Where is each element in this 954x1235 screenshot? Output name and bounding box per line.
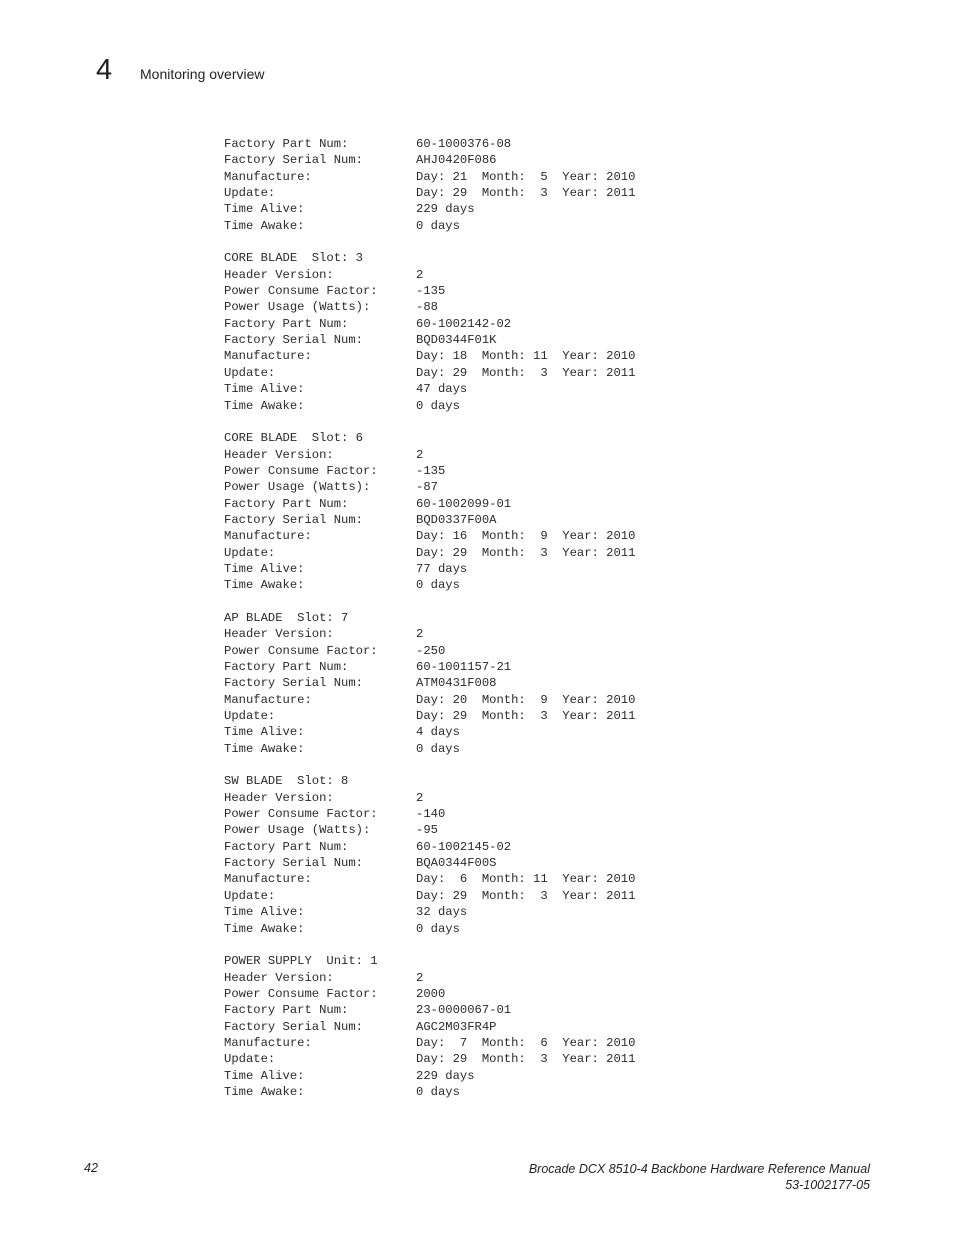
chapter-title: Monitoring overview (140, 66, 265, 82)
document-number: 53-1002177-05 (785, 1178, 870, 1192)
field-value: 60-1002145-02 (416, 839, 512, 854)
command-output-listing (224, 136, 635, 1100)
field-value: Day: 21 Month: 5 Year: 2010 (416, 169, 636, 184)
field-label: Power Consume Factor: (224, 463, 378, 478)
listing-row (224, 332, 635, 348)
listing-row (224, 316, 635, 332)
field-label: Power Consume Factor: (224, 284, 378, 299)
field-value: 2000 (416, 986, 446, 1001)
listing-row (224, 1051, 635, 1067)
field-value: 229 days (416, 202, 475, 217)
field-label: Time Awake: (224, 578, 305, 593)
field-value: 2 (416, 970, 424, 985)
listing-row (224, 822, 635, 838)
field-label: Update: (224, 709, 276, 724)
listing-row (224, 904, 635, 920)
listing-row (224, 479, 635, 495)
field-label: Time Awake: (224, 921, 305, 936)
listing-row (224, 267, 635, 283)
field-value: AHJ0420F086 (416, 153, 497, 168)
listing-row (224, 496, 635, 512)
field-label: Manufacture: (224, 872, 312, 887)
field-label: Power Usage (Watts): (224, 480, 371, 495)
field-label: Time Alive: (224, 1068, 305, 1083)
field-value: 0 days (416, 578, 460, 593)
listing-row (224, 986, 635, 1002)
field-value: -95 (416, 823, 438, 838)
blank-line (224, 594, 635, 610)
field-value: AGC2M03FR4P (416, 1019, 497, 1034)
section-title: SW BLADE Slot: 8 (224, 774, 349, 789)
field-label: Power Usage (Watts): (224, 823, 371, 838)
field-label: Factory Serial Num: (224, 856, 363, 871)
field-label: Update: (224, 888, 276, 903)
listing-row (224, 692, 635, 708)
field-label: Factory Part Num: (224, 137, 349, 151)
field-value: Day: 18 Month: 11 Year: 2010 (416, 349, 636, 364)
listing-row (224, 839, 635, 855)
listing-row (224, 741, 635, 757)
field-label: Header Version: (224, 447, 334, 462)
manual-title: Brocade DCX 8510-4 Backbone Hardware Reference Manual (528, 1162, 870, 1176)
field-value: 0 days (416, 1084, 460, 1099)
field-label: Time Alive: (224, 561, 305, 576)
listing-row (224, 185, 635, 201)
listing-row (224, 283, 635, 299)
field-value: Day: 29 Month: 3 Year: 2011 (416, 545, 636, 560)
listing-row (224, 218, 635, 234)
field-label: Update: (224, 365, 276, 380)
field-label: Factory Serial Num: (224, 153, 363, 168)
section-title: POWER SUPPLY Unit: 1 (224, 954, 378, 969)
field-value: Day: 29 Month: 3 Year: 2011 (416, 888, 636, 903)
field-value: 2 (416, 447, 424, 462)
field-value: Day: 6 Month: 11 Year: 2010 (416, 872, 636, 887)
field-label: Time Alive: (224, 905, 305, 920)
field-label: Time Alive: (224, 382, 305, 397)
listing-row (224, 790, 635, 806)
listing-row (224, 398, 635, 414)
listing-row (224, 806, 635, 822)
field-value: 60-1002142-02 (416, 316, 512, 331)
field-value: 77 days (416, 561, 468, 576)
field-label: Time Awake: (224, 741, 305, 756)
field-label: Update: (224, 186, 276, 201)
field-value: 229 days (416, 1068, 475, 1083)
listing-row (224, 1035, 635, 1051)
field-value: BQD0344F01K (416, 333, 497, 348)
blank-line (224, 234, 635, 250)
field-value: 60-1001157-21 (416, 660, 512, 674)
field-value: -135 (416, 463, 446, 478)
listing-row (224, 921, 635, 937)
field-label: Manufacture: (224, 349, 312, 364)
field-value: Day: 29 Month: 3 Year: 2011 (416, 186, 636, 201)
section-title: CORE BLADE Slot: 3 (224, 251, 363, 266)
field-label: Time Awake: (224, 1084, 305, 1099)
field-label: Time Alive: (224, 725, 305, 740)
field-label: Power Consume Factor: (224, 807, 378, 822)
field-label: Power Consume Factor: (224, 986, 378, 1001)
blank-line (224, 414, 635, 430)
field-label: Factory Part Num: (224, 496, 349, 511)
field-value: 2 (416, 627, 424, 642)
field-label: Header Version: (224, 790, 334, 805)
field-label: Factory Part Num: (224, 660, 349, 674)
listing-row (224, 463, 635, 479)
field-value: ATM0431F008 (416, 676, 497, 691)
field-value: -140 (416, 807, 446, 822)
field-value: 0 days (416, 398, 460, 413)
field-value: -250 (416, 643, 446, 658)
field-label: Factory Part Num: (224, 1003, 349, 1018)
field-label: Manufacture: (224, 529, 312, 544)
listing-row (224, 855, 635, 871)
listing-row (224, 381, 635, 397)
field-label: Factory Serial Num: (224, 512, 363, 527)
listing-row (224, 169, 635, 185)
listing-row (224, 447, 635, 463)
listing-row (224, 675, 635, 691)
listing-row (224, 888, 635, 904)
field-label: Factory Serial Num: (224, 333, 363, 348)
listing-row (224, 970, 635, 986)
listing-row (224, 365, 635, 381)
section-title: AP BLADE Slot: 7 (224, 610, 349, 625)
field-label: Header Version: (224, 267, 334, 282)
listing-row (224, 643, 635, 659)
listing-row (224, 136, 635, 152)
listing-row (224, 561, 635, 577)
listing-row (224, 1019, 635, 1035)
field-label: Manufacture: (224, 692, 312, 707)
section-title: CORE BLADE Slot: 6 (224, 431, 363, 446)
field-label: Manufacture: (224, 1035, 312, 1050)
field-label: Power Usage (Watts): (224, 300, 371, 315)
field-value: Day: 16 Month: 9 Year: 2010 (416, 529, 636, 544)
listing-row (224, 545, 635, 561)
field-label: Time Alive: (224, 202, 305, 217)
blank-line (224, 757, 635, 773)
field-label: Header Version: (224, 970, 334, 985)
chapter-number: 4 (96, 54, 113, 86)
field-value: -88 (416, 300, 438, 315)
field-label: Factory Serial Num: (224, 1019, 363, 1034)
listing-row (224, 626, 635, 642)
field-label: Update: (224, 1052, 276, 1067)
field-value: 4 days (416, 725, 460, 740)
listing-row (224, 512, 635, 528)
field-value: BQA0344F00S (416, 856, 497, 871)
listing-row (224, 1002, 635, 1018)
listing-row (224, 1084, 635, 1100)
field-value: 0 days (416, 218, 460, 233)
field-value: 0 days (416, 741, 460, 756)
field-label: Factory Part Num: (224, 839, 349, 854)
listing-row (224, 659, 635, 675)
field-value: -135 (416, 284, 446, 299)
field-value: BQD0337F00A (416, 512, 497, 527)
listing-row (224, 724, 635, 740)
field-label: Manufacture: (224, 169, 312, 184)
listing-row (224, 299, 635, 315)
field-value: 60-1002099-01 (416, 496, 512, 511)
listing-row (224, 708, 635, 724)
field-label: Header Version: (224, 627, 334, 642)
field-value: 32 days (416, 905, 468, 920)
field-label: Factory Serial Num: (224, 676, 363, 691)
listing-row (224, 152, 635, 168)
field-value: Day: 29 Month: 3 Year: 2011 (416, 709, 636, 724)
field-value: 23-0000067-01 (416, 1003, 512, 1018)
field-value: 2 (416, 790, 424, 805)
field-value: Day: 29 Month: 3 Year: 2011 (416, 365, 636, 380)
listing-row (224, 528, 635, 544)
field-value: Day: 20 Month: 9 Year: 2010 (416, 692, 636, 707)
listing-row (224, 201, 635, 217)
field-label: Power Consume Factor: (224, 643, 378, 658)
field-label: Time Awake: (224, 398, 305, 413)
field-label: Factory Part Num: (224, 316, 349, 331)
blank-line (224, 937, 635, 953)
field-value: 2 (416, 267, 424, 282)
field-value: Day: 7 Month: 6 Year: 2010 (416, 1035, 636, 1050)
field-label: Time Awake: (224, 218, 305, 233)
field-value: 0 days (416, 921, 460, 936)
listing-row (224, 1068, 635, 1084)
field-label: Update: (224, 545, 276, 560)
field-value: 60-1000376-08 (416, 137, 512, 151)
field-value: Day: 29 Month: 3 Year: 2011 (416, 1052, 636, 1067)
page-number: 42 (84, 1161, 98, 1175)
field-value: 47 days (416, 382, 468, 397)
field-value: -87 (416, 480, 438, 495)
listing-row (224, 577, 635, 593)
footer-doc-info (529, 1161, 870, 1193)
listing-row (224, 348, 635, 364)
listing-row (224, 871, 635, 887)
